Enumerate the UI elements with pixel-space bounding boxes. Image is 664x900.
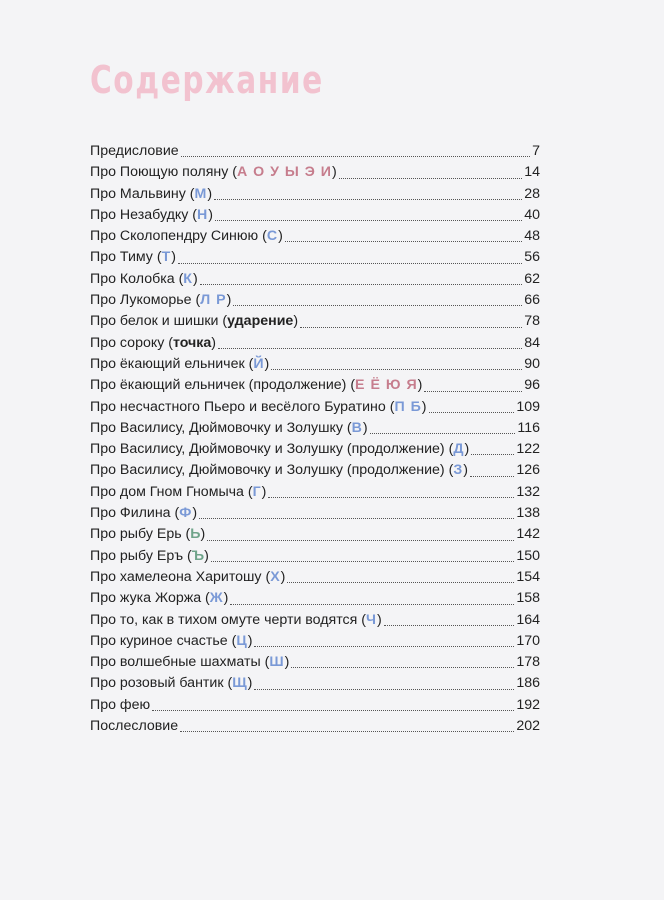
letter-highlight: ударение — [227, 313, 294, 330]
toc-entry[interactable] — [90, 524, 540, 545]
toc-page-number: 14 — [524, 164, 540, 181]
leader-dots — [429, 412, 515, 413]
toc-entry[interactable] — [90, 290, 540, 311]
toc-entry[interactable] — [90, 503, 540, 524]
toc-entry-text: Про белок и шишки (ударение) — [90, 313, 299, 330]
toc-entry-text: Про ёкающий ельничек (Й) — [90, 355, 270, 372]
toc-page-number: 142 — [516, 526, 540, 543]
toc-page-number: 158 — [516, 590, 540, 607]
toc-entry-text: Про Мальвину (М) — [90, 185, 213, 202]
toc-entry-text: Послесловие — [90, 718, 179, 735]
toc-entry[interactable] — [90, 311, 540, 332]
toc-entry[interactable] — [90, 631, 540, 652]
toc-page-number: 90 — [524, 355, 540, 372]
toc-page-number: 84 — [524, 334, 540, 351]
letter-highlight: Ф — [179, 505, 193, 522]
letter-highlight: Ц — [236, 632, 248, 649]
toc-entry[interactable] — [90, 333, 540, 354]
letter-highlight: Й — [253, 355, 265, 372]
toc-entry-text: Про Лукоморье (Л Р) — [90, 292, 232, 309]
toc-entry-text: Про Филина (Ф) — [90, 505, 198, 522]
leader-dots — [214, 199, 522, 200]
toc-entry-text: Про сороку (точка) — [90, 334, 217, 351]
letter-highlight: Г — [252, 483, 262, 500]
leader-dots — [254, 689, 514, 690]
leader-dots — [218, 348, 522, 349]
leader-dots — [471, 454, 514, 455]
toc-entry[interactable] — [90, 418, 540, 439]
letter-highlight: Щ — [232, 675, 248, 692]
leader-dots — [230, 604, 514, 605]
toc-entry[interactable] — [90, 567, 540, 588]
letter-highlight: Ъ — [191, 547, 205, 564]
leader-dots — [370, 433, 516, 434]
toc-page-number: 178 — [516, 654, 540, 671]
toc-entry[interactable] — [90, 354, 540, 375]
letter-highlight: С — [266, 228, 279, 245]
toc-entry[interactable] — [90, 673, 540, 694]
toc-entry-text: Про хамелеона Харитошу (Х) — [90, 568, 286, 585]
leader-dots — [181, 156, 530, 157]
letter-highlight: Н — [196, 206, 209, 223]
toc-entry[interactable] — [90, 397, 540, 418]
letter-highlight: Ь — [190, 526, 201, 543]
toc-page-number: 150 — [516, 547, 540, 564]
toc-entry-text: Про жука Жоржа (Ж) — [90, 590, 229, 607]
leader-dots — [152, 710, 514, 711]
letter-highlight: Х — [270, 568, 281, 585]
letter-highlight: точка — [172, 334, 212, 351]
leader-dots — [233, 305, 522, 306]
letter-highlight: М — [194, 185, 208, 202]
toc-entry[interactable] — [90, 375, 540, 396]
toc-entry[interactable] — [90, 247, 540, 268]
leader-dots — [339, 178, 523, 179]
leader-dots — [271, 369, 522, 370]
leader-dots — [287, 582, 514, 583]
toc-page-number: 48 — [524, 228, 540, 245]
leader-dots — [180, 731, 514, 732]
toc-page-number: 202 — [516, 718, 540, 735]
table-of-contents — [90, 141, 540, 737]
toc-page-number: 186 — [516, 675, 540, 692]
toc-page-number: 138 — [516, 505, 540, 522]
toc-entry-text: Про несчастного Пьеро и весёлого Буратино (П Б) — [90, 398, 427, 415]
toc-entry[interactable] — [90, 652, 540, 673]
letter-highlight: З — [453, 462, 464, 479]
toc-entry[interactable] — [90, 226, 540, 247]
leader-dots — [199, 518, 514, 519]
toc-entry[interactable] — [90, 546, 540, 567]
toc-page-number: 109 — [516, 398, 540, 415]
toc-entry[interactable] — [90, 184, 540, 205]
letter-highlight: В — [351, 419, 363, 436]
toc-page-number: 192 — [516, 696, 540, 713]
toc-entry-text: Про волшебные шахматы (Ш) — [90, 654, 290, 671]
leader-dots — [291, 667, 514, 668]
toc-entry-text: Про Поющую поляну (А О У Ы Э И) — [90, 164, 337, 181]
leader-dots — [211, 561, 515, 562]
page-title: Содержание — [90, 58, 324, 102]
toc-page-number: 7 — [532, 143, 540, 159]
toc-entry[interactable] — [90, 162, 540, 183]
leader-dots — [268, 497, 514, 498]
toc-entry[interactable] — [90, 460, 540, 481]
toc-entry[interactable] — [90, 716, 540, 737]
leader-dots — [285, 241, 522, 242]
letter-highlight: П Б — [394, 398, 422, 415]
toc-entry-text: Про Тиму (Т) — [90, 249, 176, 266]
leader-dots — [384, 625, 515, 626]
toc-entry[interactable] — [90, 205, 540, 226]
letter-highlight: Т — [161, 249, 172, 266]
letter-highlight: Е Ё Ю Я — [355, 377, 418, 394]
letter-highlight: Л Р — [200, 292, 227, 309]
letter-highlight: Д — [453, 441, 465, 458]
toc-entry-text: Про куриное счастье (Ц) — [90, 632, 253, 649]
toc-page-number: 126 — [516, 462, 540, 479]
toc-entry-text: Про Сколопендру Синюю (С) — [90, 228, 283, 245]
toc-entry[interactable] — [90, 269, 540, 290]
toc-entry-text: Про Василису, Дюймовочку и Золушку (продолжение) (Д) — [90, 441, 470, 458]
toc-page-number: 62 — [524, 270, 540, 287]
toc-page-number: 96 — [524, 377, 540, 394]
toc-page-number: 40 — [524, 206, 540, 223]
leader-dots — [470, 476, 514, 477]
toc-page-number: 28 — [524, 185, 540, 202]
toc-page-number: 66 — [524, 292, 540, 309]
letter-highlight: Ч — [366, 611, 377, 628]
toc-entry-text: Про Василису, Дюймовочку и Золушку (В) — [90, 419, 368, 436]
leader-dots — [207, 540, 514, 541]
toc-entry-text: Про фею — [90, 696, 151, 713]
letter-highlight: К — [183, 270, 193, 287]
letter-highlight: Ш — [269, 654, 285, 671]
toc-page-number: 122 — [516, 441, 540, 458]
toc-page-number: 154 — [516, 568, 540, 585]
toc-page-number: 116 — [517, 419, 540, 436]
toc-entry-text: Про Василису, Дюймовочку и Золушку (продолжение) (З) — [90, 462, 468, 479]
toc-entry-text: Предисловие — [90, 143, 179, 159]
toc-entry[interactable] — [90, 610, 540, 631]
toc-entry[interactable] — [90, 141, 540, 162]
leader-dots — [300, 327, 522, 328]
toc-entry[interactable] — [90, 482, 540, 503]
toc-entry-text: Про рыбу Ерь (Ь) — [90, 526, 206, 543]
letter-highlight: А О У Ы Э И — [236, 164, 332, 181]
toc-entry-text: Про розовый бантик (Щ) — [90, 675, 253, 692]
toc-entry-text: Про рыбу Еръ (Ъ) — [90, 547, 209, 564]
leader-dots — [424, 391, 522, 392]
toc-entry-text: Про Колобка (К) — [90, 270, 198, 287]
toc-page-number: 78 — [524, 313, 540, 330]
toc-page-number: 132 — [516, 483, 540, 500]
toc-entry-text: Про Незабудку (Н) — [90, 206, 213, 223]
leader-dots — [178, 263, 522, 264]
toc-page-number: 56 — [524, 249, 540, 266]
toc-page-number: 170 — [516, 632, 540, 649]
toc-entry[interactable] — [90, 695, 540, 716]
toc-entry-text: Про то, как в тихом омуте черти водятся (Ч) — [90, 611, 382, 628]
leader-dots — [215, 220, 522, 221]
toc-entry[interactable] — [90, 439, 540, 460]
leader-dots — [200, 284, 523, 285]
letter-highlight: Ж — [209, 590, 224, 607]
toc-entry[interactable] — [90, 588, 540, 609]
toc-entry-text: Про дом Гном Гномыча (Г) — [90, 483, 267, 500]
toc-entry-text: Про ёкающий ельничек (продолжение) (Е Ё Ю Я) — [90, 377, 423, 394]
toc-page-number: 164 — [516, 611, 540, 628]
leader-dots — [254, 646, 514, 647]
